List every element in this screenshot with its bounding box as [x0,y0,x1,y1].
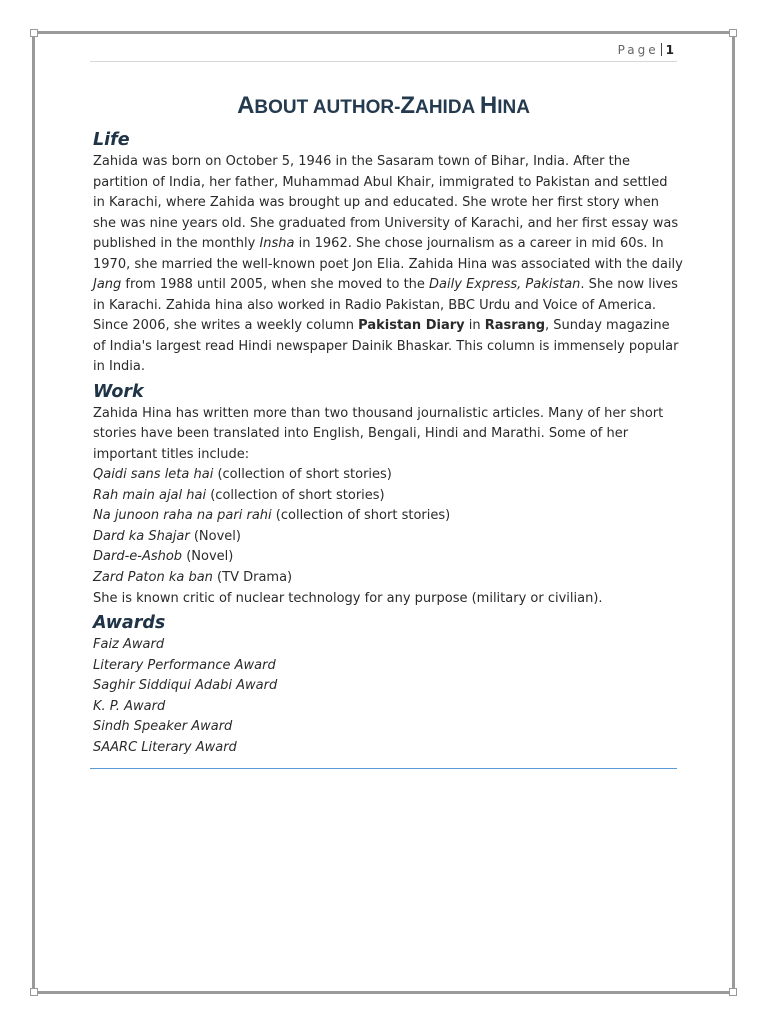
footer-rule [90,768,677,769]
life-paragraph [93,152,683,378]
work-type: (collection of short stories) [206,487,385,503]
page-title [90,92,677,120]
list-item [93,465,683,486]
page-label: Page [617,43,659,57]
page-border-corner [729,29,737,37]
award-item [93,738,683,759]
work-intro: Zahida Hina has written more than two thousand journalistic articles. Many of her short stories have been translated into English, Bengali, Hindi and Marathi. Some of her important titles include: [93,405,664,462]
list-item [93,506,683,527]
page-header [90,43,677,62]
work-heading: Work [93,381,144,402]
insha-title: Insha [259,236,295,251]
work-type: (Novel) [189,528,241,544]
work-type: (collection of short stories) [271,508,451,524]
life-heading: Life [93,130,130,150]
page-border-corner [729,988,737,996]
award-name: K. P. Award [93,698,166,714]
life-text: , Sunday magazine of India's largest read Hindi newspaper Dainik Bhaskar. This column is immensely popular in India. [93,318,679,374]
document-body [93,128,683,759]
rasrang-title: Rasrang [484,318,546,333]
title-part-zahida: AHIDA [415,97,480,118]
awards-heading: Awards [93,613,166,634]
award-item [93,697,683,718]
list-item [93,486,683,507]
work-type: (TV Drama) [212,569,293,585]
work-title: Dard-e-Ashob [93,549,183,565]
life-text: from 1988 until 2005, when she moved to the [121,277,430,292]
header-separator [661,43,662,56]
title-cap-a: A [237,92,255,119]
life-text: Zahida was born on October 5, 1946 in the Sasaram town of Bihar, India. After the partition of India, her father, Muhammad Abul Khair, immigrated to Pakistan and settled in Karachi, where Zahida was brought up and educated. She wrote her first story when she was nine years old. She graduated from University of Karachi, and her first essay was published in the monthly [93,154,679,251]
page-border-corner [30,29,38,37]
award-item [93,717,683,738]
page-number: 1 [665,43,674,57]
life-text: . She now lives in Karachi. Zahida hina also worked in Radio Pakistan, BBC Urdu and Voice of America. Since 2006, she writes a weekly column [93,277,678,333]
award-item [93,656,683,677]
work-titles-list [93,465,683,589]
life-text: in [464,318,485,333]
award-name: Saghir Siddiqui Adabi Award [93,678,278,694]
title-part-about: BOUT AUTHOR- [254,97,401,118]
award-item [93,635,683,656]
jang-title: Jang [93,277,122,292]
work-title: Rah main ajal hai [93,487,207,503]
work-closing: She is known critic of nuclear technology for any purpose (military or civilian). [93,590,603,606]
work-type: (Novel) [182,549,234,565]
award-name: Sindh Speaker Award [93,719,233,735]
pakistan-diary-title: Pakistan Diary [358,318,465,333]
life-text: in 1962. She chose journalism as a career in mid 60s. In 1970, she married the well-known poet Jon Elia. Zahida Hina was associated with the daily [93,236,683,272]
list-item [93,547,683,568]
page-border-corner [30,988,38,996]
award-name: Literary Performance Award [93,657,276,673]
daily-express-title: Daily Express, Pakistan [429,277,581,292]
work-type: (collection of short stories) [213,467,392,482]
title-cap-h: H [479,92,498,119]
award-item [93,676,683,697]
work-title: Dard ka Shajar [93,528,190,544]
award-name: Faiz Award [93,637,165,653]
list-item [93,568,683,589]
title-part-hina: INA [497,97,530,118]
work-title: Qaidi sans leta hai [93,467,214,482]
title-cap-z: Z [400,92,416,119]
award-name: SAARC Literary Award [93,740,237,756]
awards-list [93,635,683,759]
work-title: Na junoon raha na pari rahi [93,508,272,524]
work-title: Zard Paton ka ban [93,569,213,585]
list-item [93,527,683,548]
